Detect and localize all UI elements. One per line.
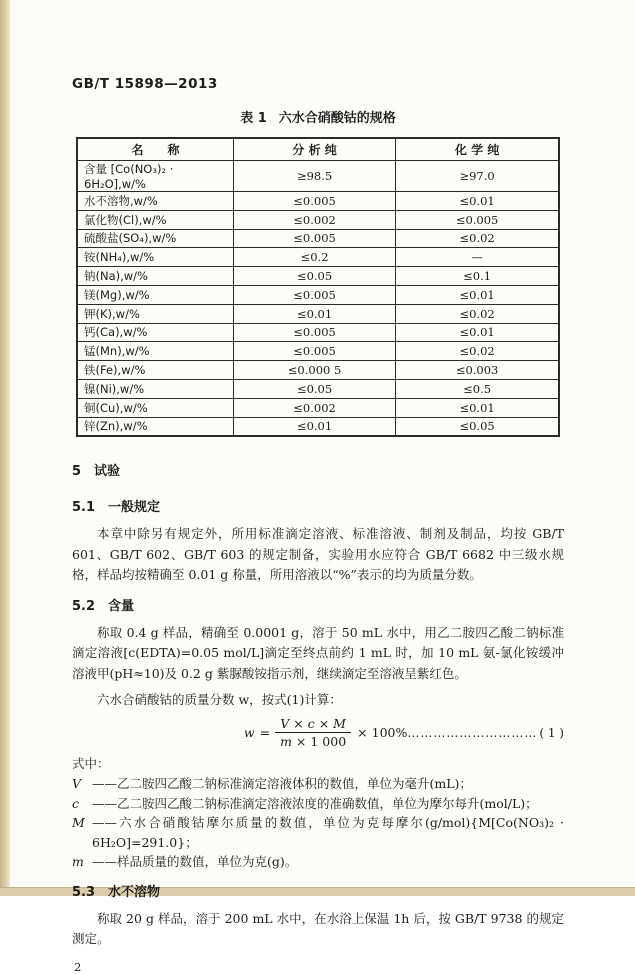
- spec-value-cell: ≤0.05: [396, 417, 559, 436]
- table-row: [77, 267, 559, 286]
- equals-sign: =: [259, 725, 271, 741]
- section-title: 含量: [108, 598, 135, 614]
- formula-var-desc: ——样品质量的数值，单位为克(g)。: [92, 854, 298, 870]
- spec-value-cell: ≤0.003: [396, 361, 559, 380]
- spec-value-cell: ≤0.01: [396, 398, 559, 417]
- table-header-row: [77, 138, 559, 161]
- table-row: [77, 379, 559, 398]
- spec-value-cell: ≤0.005: [233, 323, 395, 342]
- formula-expression: [244, 716, 407, 750]
- spec-name-cell: 含量 [Co(NO₃)₂ · 6H₂O],w/%: [77, 161, 233, 192]
- page-content: [72, 76, 564, 974]
- spec-name-cell: 铁(Fe),w/%: [77, 361, 233, 380]
- spec-value-cell: ≤0.000 5: [233, 361, 395, 380]
- formula-var-symbol: m: [72, 854, 84, 870]
- spec-name-cell: 氯化物(Cl),w/%: [77, 210, 233, 229]
- spec-value-cell: ≤0.05: [233, 379, 395, 398]
- table-caption: 六水合硝酸钴的规格: [278, 111, 396, 126]
- paragraph-general-rules: 本章中除另有规定外，所用标准滴定溶液、标准溶液、制剂及制品，均按 GB/T 601、GB/T 602、GB/T 603 的规定制备，实验用水应符合 GB/T 6682 中三级水规格，样品均按精确至 0.01 g 称量，所用溶液以“%”表示的均为质量分数。: [72, 526, 564, 583]
- spec-value-cell: ≤0.05: [233, 267, 395, 286]
- spec-name-cell: 镁(Mg),w/%: [77, 285, 233, 304]
- spec-value-cell: ≤0.01: [233, 304, 395, 323]
- denominator-variable: m: [280, 734, 292, 750]
- paragraph-water-insoluble: 称取 20 g 样品，溶于 200 mL 水中，在水浴上保温 1h 后，按 GB/T 9738 的规定测定。: [72, 910, 564, 947]
- table-row: [77, 285, 559, 304]
- spec-value-cell: ≤0.02: [396, 304, 559, 323]
- section-number: 5.2: [72, 598, 96, 614]
- where-label: 式中：: [72, 756, 110, 772]
- spec-name-cell: 铵(NH₄),w/%: [77, 248, 233, 267]
- spec-value-cell: ≤0.02: [396, 342, 559, 361]
- spec-value-cell: ≤0.002: [233, 210, 395, 229]
- formula-var-symbol: V: [72, 776, 82, 792]
- formula-var-row: [72, 794, 564, 814]
- spec-name-cell: 锌(Zn),w/%: [77, 417, 233, 436]
- spec-value-cell: ≤0.005: [233, 342, 395, 361]
- formula-var-row: [72, 852, 564, 872]
- section-number: 5: [72, 464, 82, 480]
- section-heading-5-1: [72, 500, 564, 515]
- section-title: 试验: [94, 464, 121, 480]
- formula-var-row: [72, 774, 564, 794]
- section-title: 一般规定: [108, 500, 161, 516]
- spec-value-cell: ≤0.1: [396, 267, 559, 286]
- table-number: 表 1: [240, 111, 267, 126]
- spec-value-cell: ≥97.0: [396, 161, 559, 192]
- paragraph-formula-intro: 六水合硝酸钴的质量分数 w，按式(1)计算：: [97, 692, 342, 708]
- spec-value-cell: —: [396, 248, 559, 267]
- column-header-name: 名 称: [77, 138, 233, 161]
- spec-value-cell: ≤0.005: [396, 210, 559, 229]
- table-row: [77, 161, 559, 192]
- table-row: [77, 192, 559, 211]
- section-heading-5: [72, 464, 564, 479]
- table-row: [77, 210, 559, 229]
- table-row: [77, 398, 559, 417]
- spec-value-cell: ≤0.02: [396, 229, 559, 248]
- spec-name-cell: 钠(Na),w/%: [77, 267, 233, 286]
- spec-table: [76, 137, 560, 437]
- denominator-constant: × 1 000: [291, 734, 347, 750]
- spec-value-cell: ≤0.2: [233, 248, 395, 267]
- table-row: [77, 323, 559, 342]
- column-header-chemical: 化 学 纯: [396, 138, 559, 161]
- section-number: 5.1: [72, 500, 96, 516]
- table-row: [77, 361, 559, 380]
- formula-suffix: × 100%: [357, 725, 408, 741]
- page-number: 2: [74, 959, 82, 974]
- formula-vars: [72, 774, 564, 872]
- formula-1: [72, 716, 564, 750]
- formula-number: ( 1 ): [539, 725, 564, 740]
- spec-value-cell: ≤0.01: [396, 192, 559, 211]
- page-edge-left: [0, 0, 10, 896]
- formula-var-row: [72, 813, 564, 852]
- fraction: [275, 716, 351, 750]
- fraction-numerator: V × c × M: [275, 716, 351, 734]
- table-title: [72, 107, 564, 126]
- standard-number: GB/T 15898—2013: [72, 76, 218, 92]
- table-row: [77, 417, 559, 436]
- table-row: [77, 248, 559, 267]
- table-row: [77, 304, 559, 323]
- leader-dots: …………………………: [407, 725, 538, 740]
- spec-name-cell: 镍(Ni),w/%: [77, 379, 233, 398]
- spec-value-cell: ≤0.01: [396, 323, 559, 342]
- section-heading-5-2: [72, 599, 564, 614]
- spec-value-cell: ≤0.5: [396, 379, 559, 398]
- spec-value-cell: ≤0.002: [233, 398, 395, 417]
- spec-value-cell: ≤0.005: [233, 285, 395, 304]
- formula-lhs: w: [243, 725, 255, 741]
- table-row: [77, 229, 559, 248]
- spec-value-cell: ≤0.005: [233, 192, 395, 211]
- column-header-analytical: 分 析 纯: [233, 138, 395, 161]
- formula-var-symbol: M: [72, 815, 85, 831]
- spec-table-body: [77, 161, 559, 437]
- spec-name-cell: 硫酸盐(SO₄),w/%: [77, 229, 233, 248]
- formula-var-desc: ——乙二胺四乙酸二钠标准滴定溶液浓度的准确数值，单位为摩尔每升(mol/L)；: [92, 795, 538, 811]
- spec-value-cell: ≤0.01: [396, 285, 559, 304]
- spec-name-cell: 锰(Mn),w/%: [77, 342, 233, 361]
- paragraph-content-method: 称取 0.4 g 样品，精确至 0.0001 g，溶于 50 mL 水中，用乙二胺四乙酸二钠标准滴定溶液[c(EDTA)=0.05 mol/L]滴定至终点前约 1 mL 时，加 10 mL 氨-氯化铵缓冲溶液甲(pH≈10)及 0.2 g 紫脲酸铵指示剂，继续滴定至溶液呈紫红色。: [72, 624, 564, 681]
- section-heading-5-3: [72, 885, 564, 900]
- fraction-denominator: [275, 733, 351, 750]
- spec-value-cell: ≤0.005: [233, 229, 395, 248]
- formula-var-desc: ——六水合硝酸钴摩尔质量的数值，单位为克每摩尔(g/mol){M[Co(NO₃)₂ · 6H₂O]=291.0}；: [92, 815, 564, 850]
- table-row: [77, 342, 559, 361]
- spec-name-cell: 水不溶物,w/%: [77, 192, 233, 211]
- spec-name-cell: 铜(Cu),w/%: [77, 398, 233, 417]
- spec-name-cell: 钾(K),w/%: [77, 304, 233, 323]
- section-title: 水不溶物: [108, 884, 161, 900]
- formula-var-desc: ——乙二胺四乙酸二钠标准滴定溶液体积的数值，单位为毫升(mL)；: [92, 776, 472, 792]
- formula-leader: [407, 726, 564, 740]
- section-number: 5.3: [72, 884, 96, 900]
- formula-var-symbol: c: [72, 795, 80, 811]
- spec-value-cell: ≥98.5: [233, 161, 395, 192]
- spec-name-cell: 钙(Ca),w/%: [77, 323, 233, 342]
- spec-value-cell: ≤0.01: [233, 417, 395, 436]
